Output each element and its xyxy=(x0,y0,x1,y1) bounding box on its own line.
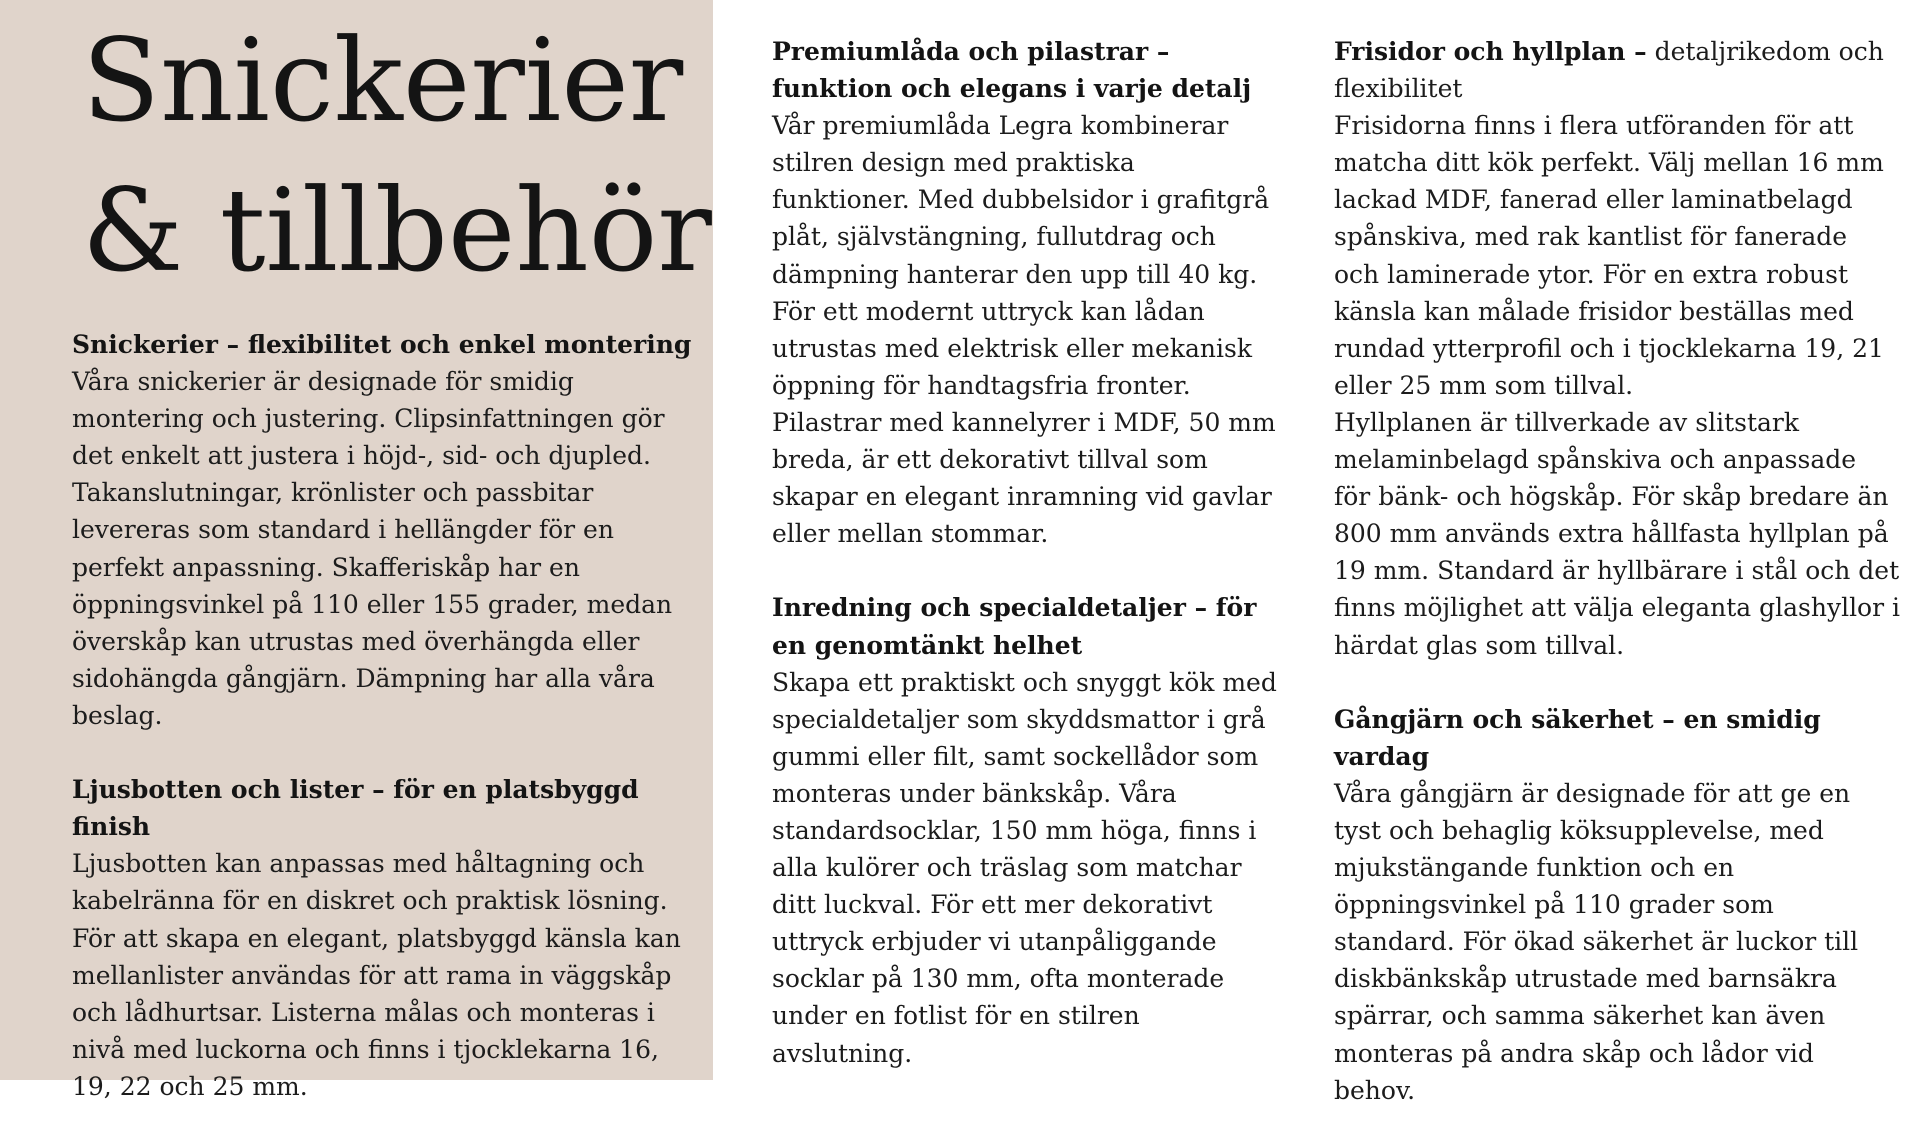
section-frisidor xyxy=(1334,33,1900,664)
section-heading: Inredning och specialdetaljer – för en genomtänkt helhet xyxy=(772,593,1257,660)
section-ljusbotten xyxy=(72,771,692,1105)
section-heading: Ljusbotten och lister – för en platsbyggd finish xyxy=(72,775,639,842)
section-body: Skapa ett praktiskt och snyggt kök med specialdetaljer som skyddsmattor i grå gummi eller filt, samt sockellådor som monteras under bänkskåp. Våra standardsocklar, 150 mm höga, finns i alla kulörer och träslag som matchar ditt luckval. För ett mer dekorativt uttryck erbjuder vi utanpåliggande socklar på 130 mm, ofta monterade under en fotlist för en stilren avslutning. xyxy=(772,667,1277,1068)
section-heading: Gångjärn och säkerhet – en smidig vardag xyxy=(1334,704,1821,771)
page-title-line-1: Snickerier xyxy=(82,14,684,147)
section-inredning xyxy=(772,589,1280,1071)
section-body: Vår premiumlåda Legra kombinerar stilren design med praktiska funktioner. Med dubbelsidor i grafitgrå plåt, självstängning, fullutdrag och dämpning hanterar den upp till 40 kg. För ett modernt uttryck kan lådan utrustas med elektrisk eller mekanisk öppning för handtagsfria fronter. Pilastrar med kannelyrer i MDF, 50 mm breda, är ett dekorativt tillval som skapar en elegant inramning vid gavlar eller mellan stommar. xyxy=(772,111,1276,549)
page-title-line-2: & tillbehör xyxy=(82,164,712,297)
left-column xyxy=(72,326,692,1142)
section-premiumlada xyxy=(772,33,1280,552)
page-title xyxy=(82,6,712,306)
section-body: Våra snickerier är designade för smidig montering och justering. Clipsinfattningen gör det enkelt att justera i höjd-, sid- och djupled. Takanslutningar, krönlister och passbitar levereras som standard i hellängder för en perfekt anpassning. Skafferiskåp har en öppningsvinkel på 110 eller 155 grader, medan överskåp kan utrustas med överhängda eller sidohängda gångjärn. Dämpning har alla våra beslag. xyxy=(72,367,673,730)
section-snickerier xyxy=(72,326,692,734)
section-heading: Snickerier – flexibilitet och enkel montering xyxy=(72,330,692,359)
section-body: Ljusbotten kan anpassas med håltagning och kabelränna för en diskret och praktisk lösning. För att skapa en elegant, platsbyggd känsla kan mellanlister användas för att rama in väggskåp och lådhurtsar. Listerna målas och monteras i nivå med luckorna och finns i tjocklekarna 16, 19, 22 och 25 mm. xyxy=(72,849,681,1101)
middle-column xyxy=(772,33,1280,1109)
section-body-2: Hyllplanen är tillverkade av slitstark melaminbelagd spånskiva och anpassade för bänk- och högskåp. För skåp bredare än 800 mm används extra hållfasta hyllplan på 19 mm. Standard är hyllbärare i stål och det finns möjlighet att välja eleganta glashyllor i härdat glas som tillval. xyxy=(1334,407,1901,660)
section-heading: Frisidor och hyllplan – xyxy=(1334,37,1647,66)
section-body: Frisidorna finns i flera utföranden för att matcha ditt kök perfekt. Välj mellan 16 mm lackad MDF, fanerad eller laminatbelagd spånskiva, med rak kantlist för fanerade och laminerade ytor. För en extra robust känsla kan målade frisidor beställas med rundad ytterprofil och i tjocklekarna 19, 21 eller 25 mm som tillval. xyxy=(1334,111,1884,400)
section-heading: Premiumlåda och pilastrar – funktion och elegans i varje detalj xyxy=(772,37,1252,104)
section-gangjarn xyxy=(1334,701,1900,1109)
right-column xyxy=(1334,33,1900,1146)
section-heading-rest: detaljrikedom och flexibilitet xyxy=(1334,37,1884,104)
section-body: Våra gångjärn är designade för att ge en tyst och behaglig köksupplevelse, med mjukstängande funktion och en öppningsvinkel på 110 grader som standard. För ökad säkerhet är luckor till diskbänkskåp utrustade med barnsäkra spärrar, och samma säkerhet kan även monteras på andra skåp och lådor vid behov. xyxy=(1334,778,1859,1105)
